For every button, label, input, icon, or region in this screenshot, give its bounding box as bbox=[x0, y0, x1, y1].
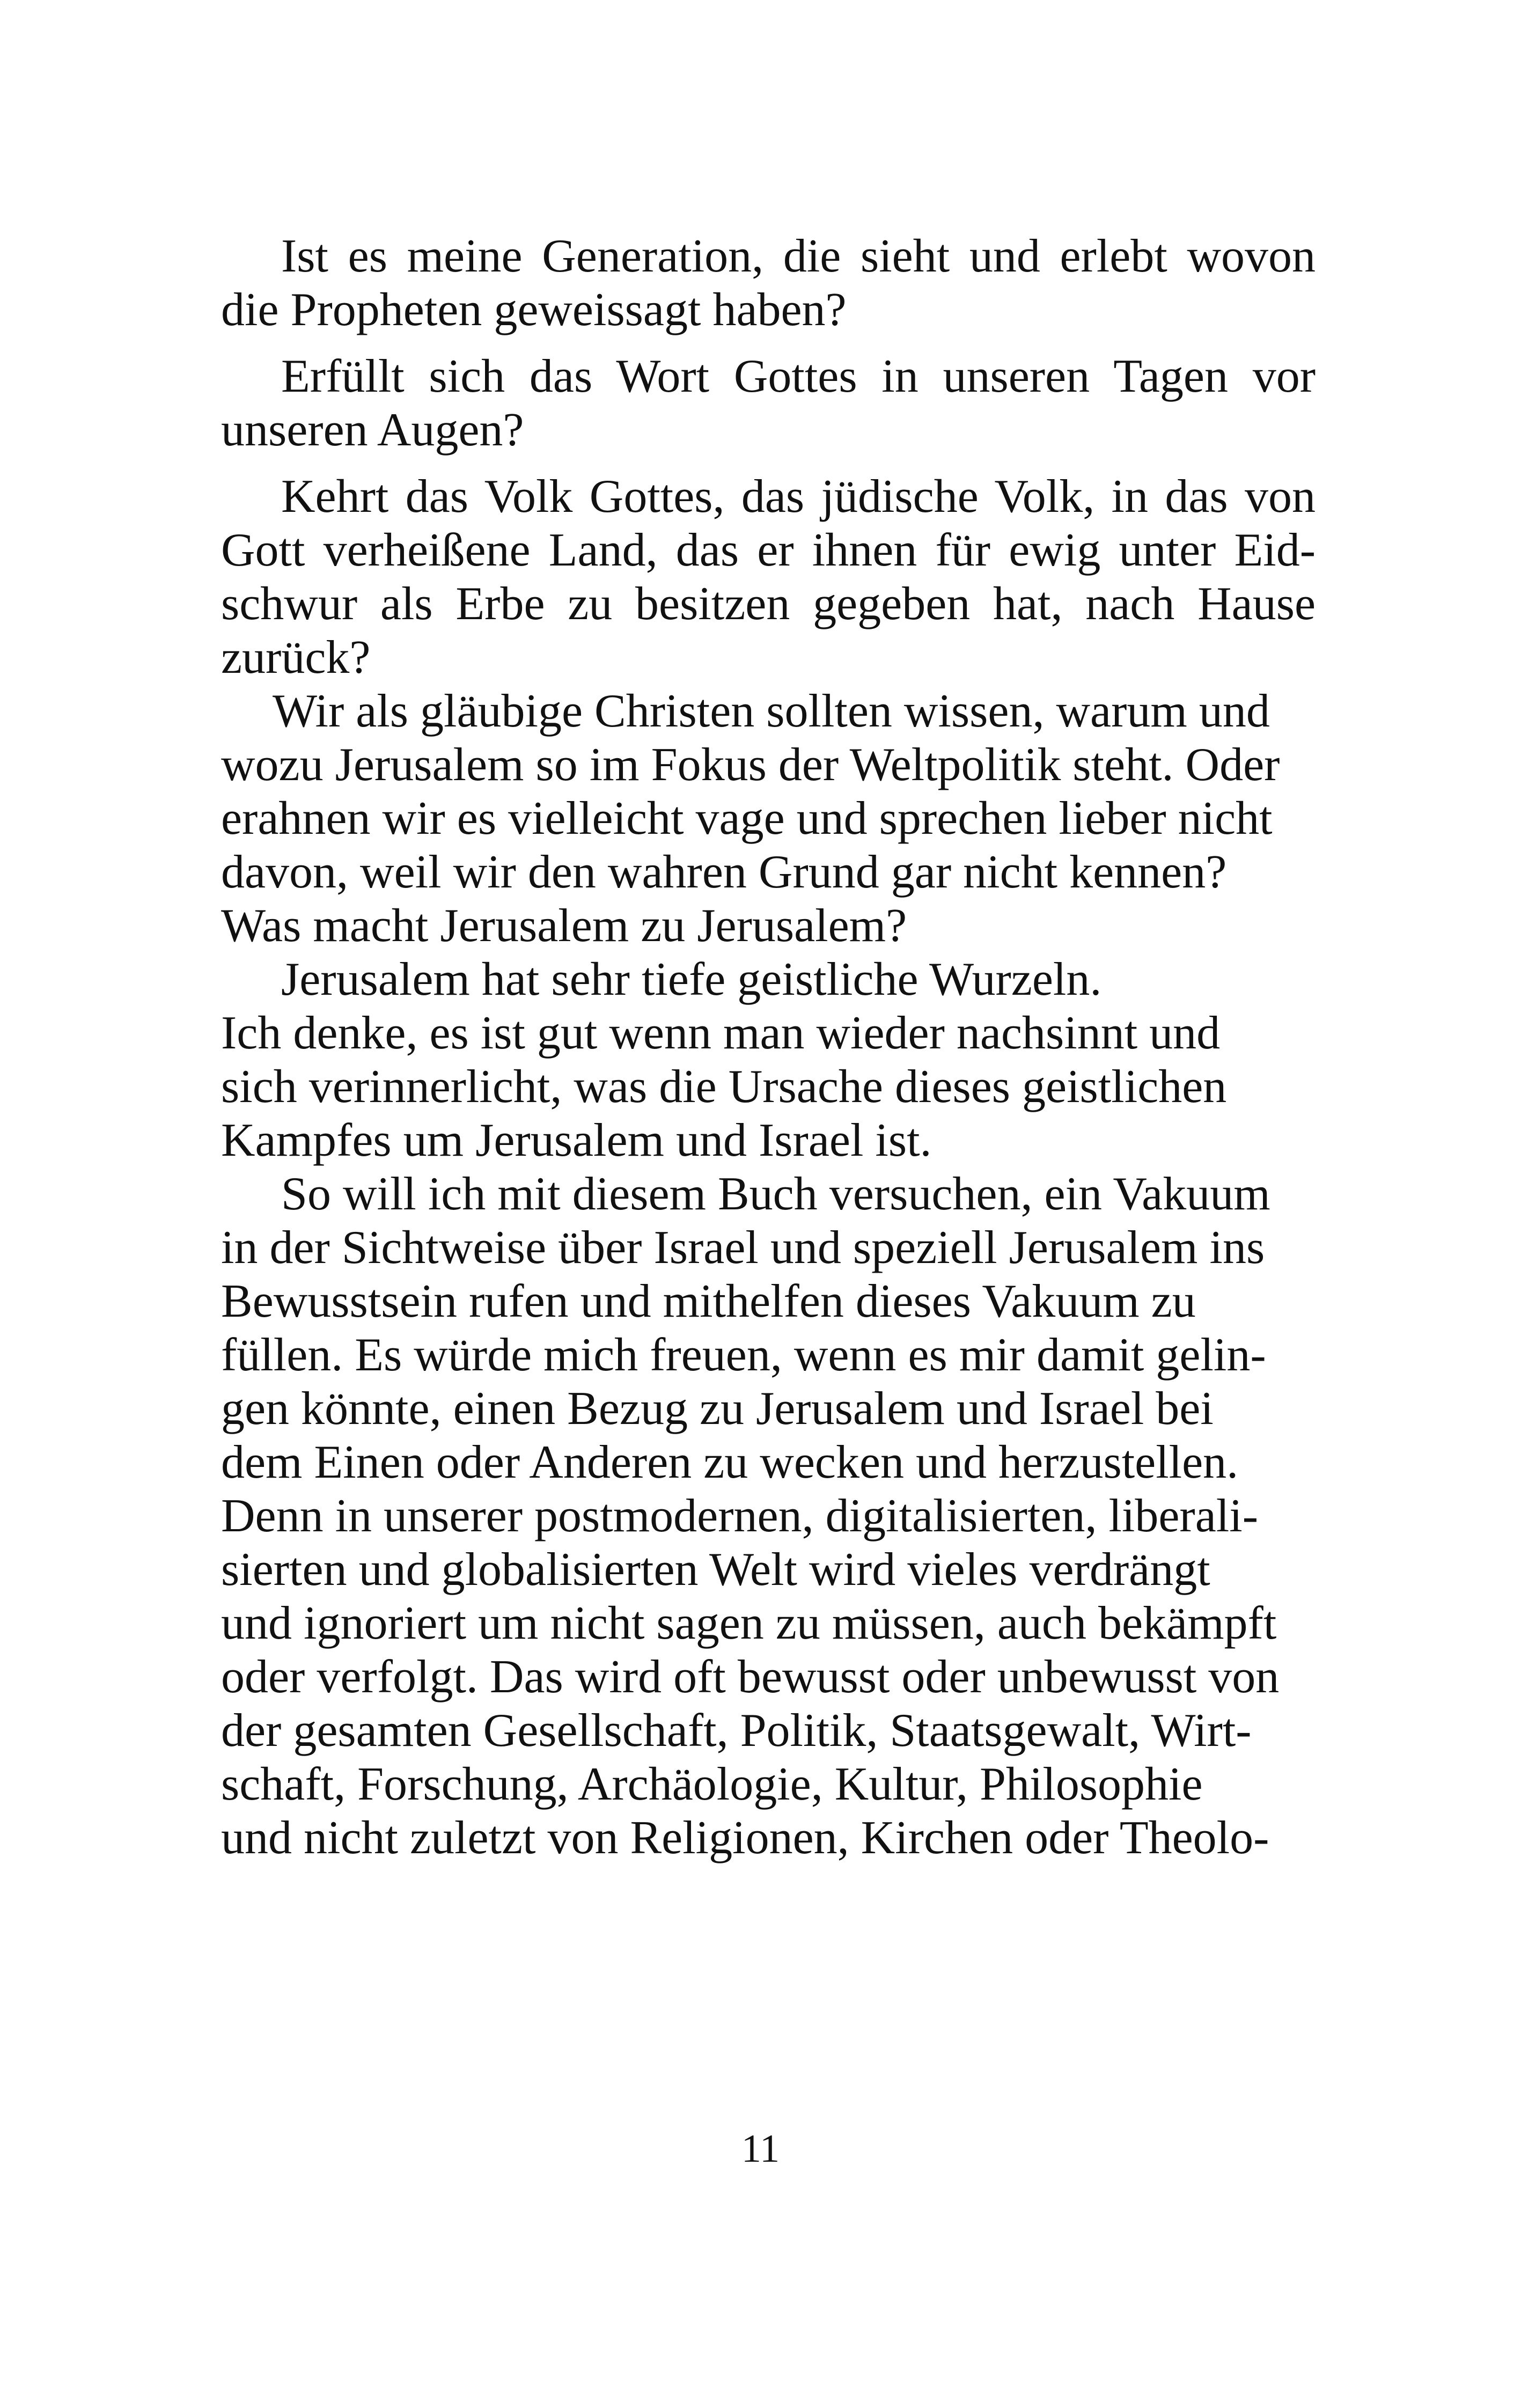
paragraph bbox=[221, 953, 1316, 1007]
text-line: oder verfolgt. Das wird oft bewusst oder unbewusst von bbox=[221, 1651, 1280, 1703]
text-line: Jerusalem hat sehr tiefe geistliche Wurzeln. bbox=[281, 953, 1102, 1005]
text-line: Denn in unserer postmodernen, digitalisierten, liberali- bbox=[221, 1490, 1258, 1542]
text-line: in der Sichtweise über Israel und speziell Jerusalem ins bbox=[221, 1222, 1265, 1274]
paragraph bbox=[221, 1007, 1316, 1168]
text-line: Kehrt das Volk Gottes, das jüdische Volk, in das von bbox=[281, 471, 1316, 523]
text-line: füllen. Es würde mich freuen, wenn es mir damit gelin- bbox=[221, 1329, 1266, 1381]
page-number: 11 bbox=[741, 2127, 780, 2171]
text-line: erahnen wir es vielleicht vage und sprechen lieber nicht bbox=[221, 792, 1273, 845]
paragraph bbox=[221, 350, 1316, 457]
text-line: dem Einen oder Anderen zu wecken und herzustellen. bbox=[221, 1436, 1239, 1488]
text-line: Kampfes um Jerusalem und Israel ist. bbox=[221, 1114, 932, 1166]
text-line: Was macht Jerusalem zu Jerusalem? bbox=[221, 900, 907, 952]
text-line: Erfüllt sich das Wort Gottes in unseren Tagen vor bbox=[281, 350, 1316, 402]
text-line: Ist es meine Generation, die sieht und erlebt wovon bbox=[281, 230, 1316, 282]
text-line: schaft, Forschung, Archäologie, Kultur, Philosophie bbox=[221, 1758, 1203, 1810]
text-line: die Propheten geweissagt haben? bbox=[221, 284, 847, 336]
text-line: und nicht zuletzt von Religionen, Kirchen oder Theolo- bbox=[221, 1812, 1269, 1864]
text-line: Ich denke, es ist gut wenn man wieder nachsinnt und bbox=[221, 1007, 1221, 1059]
paragraph bbox=[221, 685, 1316, 953]
paragraph bbox=[221, 1168, 1316, 1865]
text-line: schwur als Erbe zu besitzen gegeben hat, nach Hause bbox=[221, 578, 1316, 630]
text-line: davon, weil wir den wahren Grund gar nicht kennen? bbox=[221, 846, 1227, 898]
paragraph bbox=[221, 470, 1316, 685]
body-text bbox=[221, 230, 1316, 1865]
text-line: Bewusstsein rufen und mithelfen dieses Vakuum zu bbox=[221, 1275, 1196, 1327]
text-line: So will ich mit diesem Buch versuchen, ein Vakuum bbox=[281, 1168, 1270, 1220]
text-line: und ignoriert um nicht sagen zu müssen, auch bekämpft bbox=[221, 1597, 1277, 1649]
text-line: unseren Augen? bbox=[221, 404, 524, 456]
text-line: sierten und globalisierten Welt wird vieles verdrängt bbox=[221, 1544, 1210, 1596]
text-line: sich verinnerlicht, was die Ursache dieses geistlichen bbox=[221, 1061, 1227, 1113]
text-line: Gott verheißene Land, das er ihnen für ewig unter Eid- bbox=[221, 524, 1316, 576]
paragraph bbox=[221, 230, 1316, 337]
text-line: wozu Jerusalem so im Fokus der Weltpolitik steht. Oder bbox=[221, 739, 1280, 791]
text-line: der gesamten Gesellschaft, Politik, Staatsgewalt, Wirt- bbox=[221, 1705, 1252, 1757]
text-line: Wir als gläubige Christen sollten wissen, warum und bbox=[273, 685, 1270, 737]
text-line: gen könnte, einen Bezug zu Jerusalem und Israel bei bbox=[221, 1383, 1214, 1435]
text-line: zurück? bbox=[221, 632, 371, 684]
